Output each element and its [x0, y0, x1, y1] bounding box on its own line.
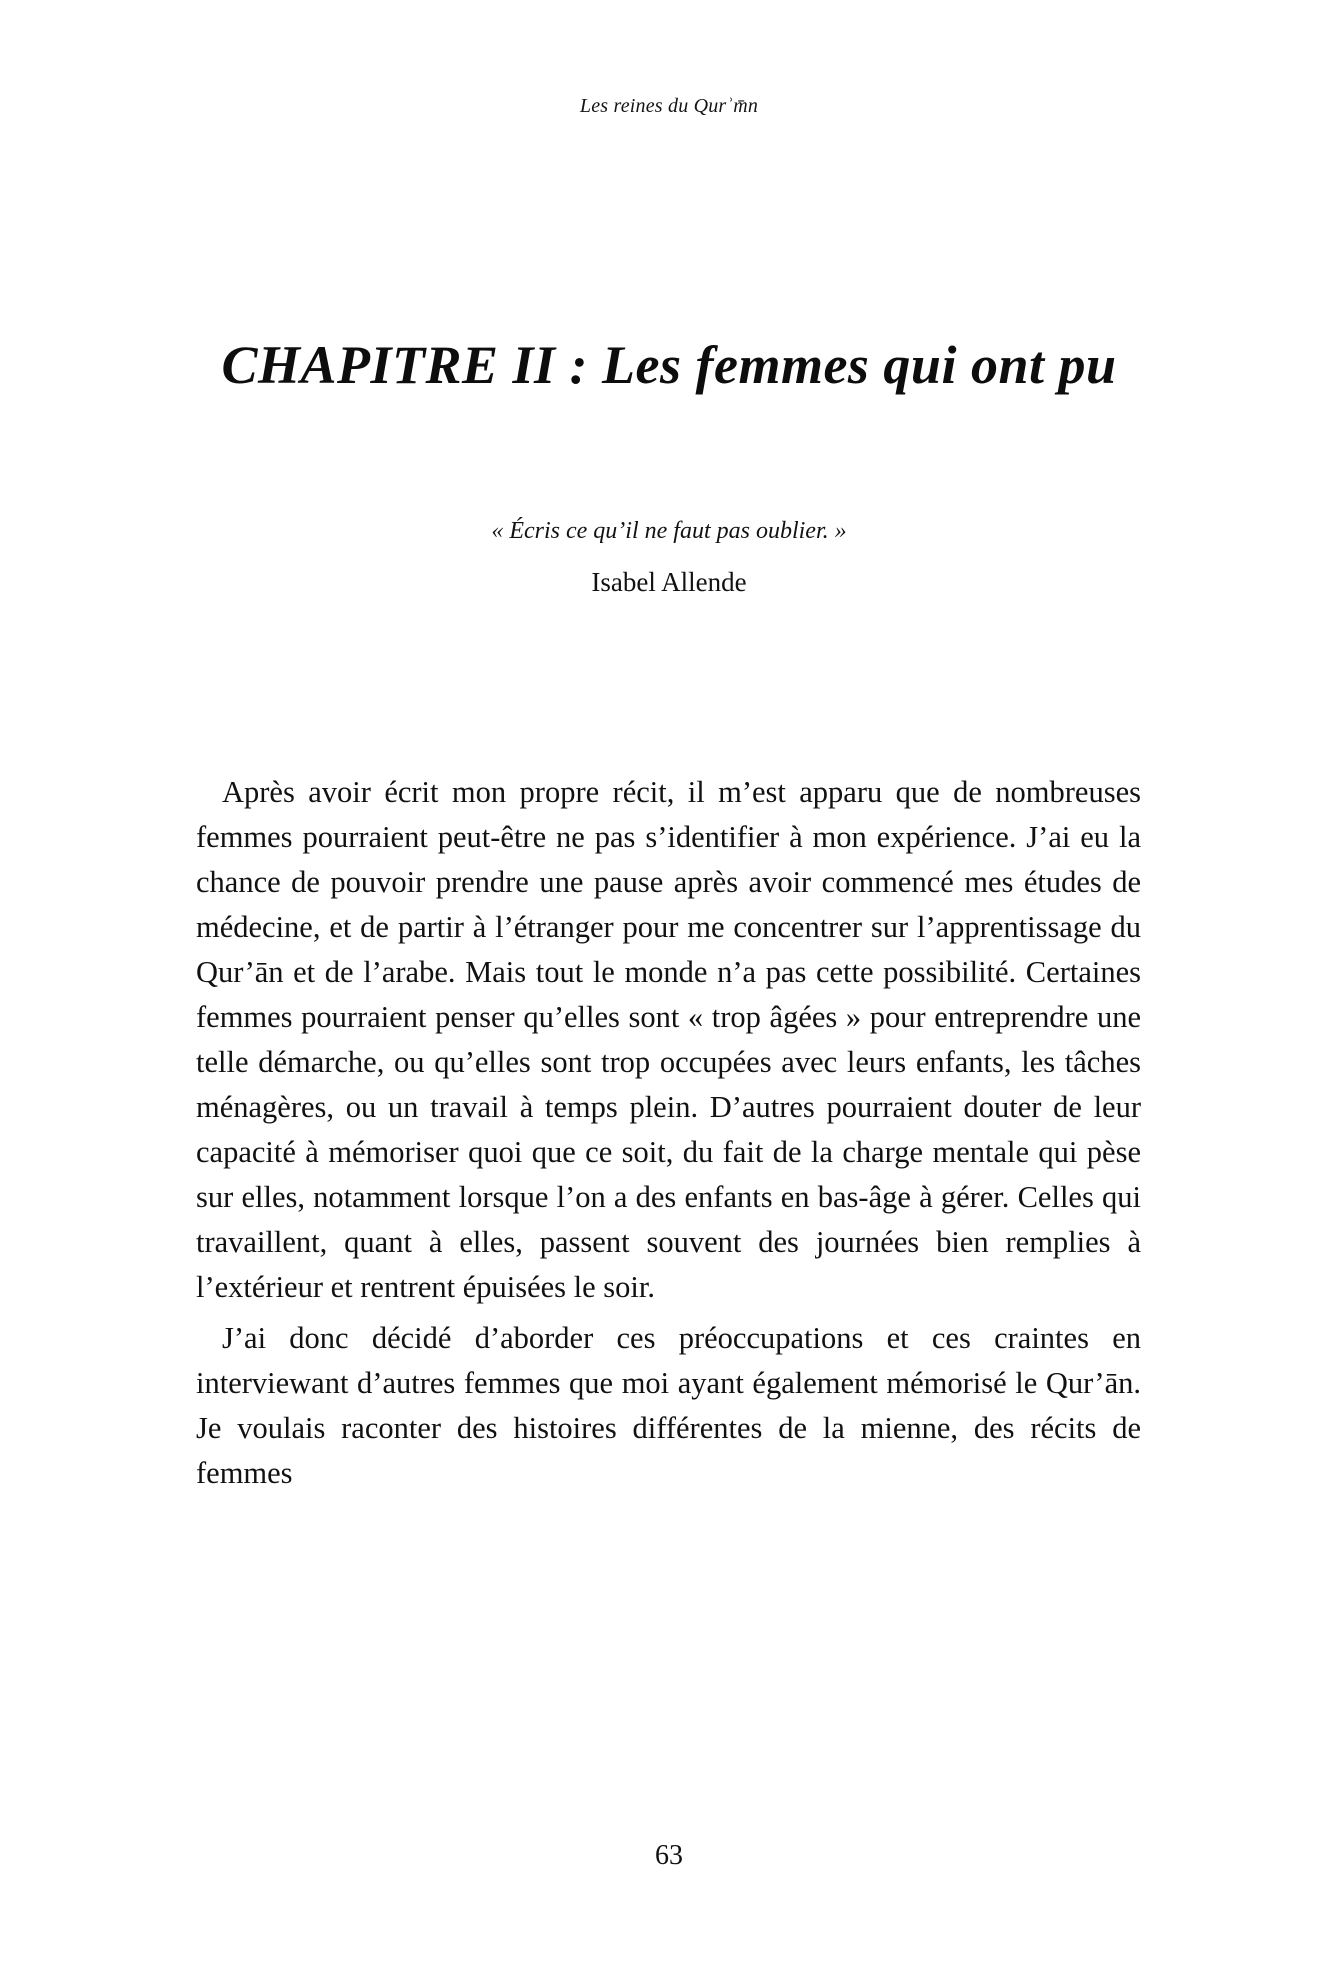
page-number: 63: [655, 1840, 683, 1871]
paragraph: Après avoir écrit mon propre récit, il m’est apparu que de nombreuses femmes pourraient peut-être ne pas s’identifier à mon expérience. J’ai eu la chance de pouvoir prendre une pause après avoir commencé mes études de médecine, et de partir à l’étranger pour me concentrer sur l’apprentissage du Qur’ān et de l’arabe. Mais tout le monde n’a pas cette possibilité. Certaines femmes pourraient penser qu’elles sont « trop âgées » pour entreprendre une telle démarche, ou qu’elles sont trop occupées avec leurs enfants, les tâches ménagères, ou un travail à temps plein. D’autres pourraient douter de leur capacité à mémoriser quoi que ce soit, du fait de la charge mentale qui pèse sur elles, notamment lorsque l’on a des enfants en bas-âge à gérer. Celles qui travaillent, quant à elles, passent souvent des journées bien remplies à l’extérieur et rentrent épuisées le soir.: [196, 775, 1141, 1304]
epigraph-author: Isabel Allende: [591, 567, 747, 598]
epigraph: [0, 515, 1338, 600]
epigraph-quote: « Écris ce qu’il ne faut pas oublier. »: [491, 518, 847, 544]
running-head: Les reines du Qurʾm̄n: [579, 95, 759, 117]
body-text: [196, 770, 1141, 1496]
chapter-title: CHAPITRE II : Les femmes qui ont pu: [221, 335, 1117, 396]
paragraph: J’ai donc décidé d’aborder ces préoccupations et ces craintes en interviewant d’autres femmes que moi ayant également mémorisé le Qur’ān. Je voulais raconter des histoires différentes de la mienne, des récits de femmes: [196, 1321, 1141, 1490]
